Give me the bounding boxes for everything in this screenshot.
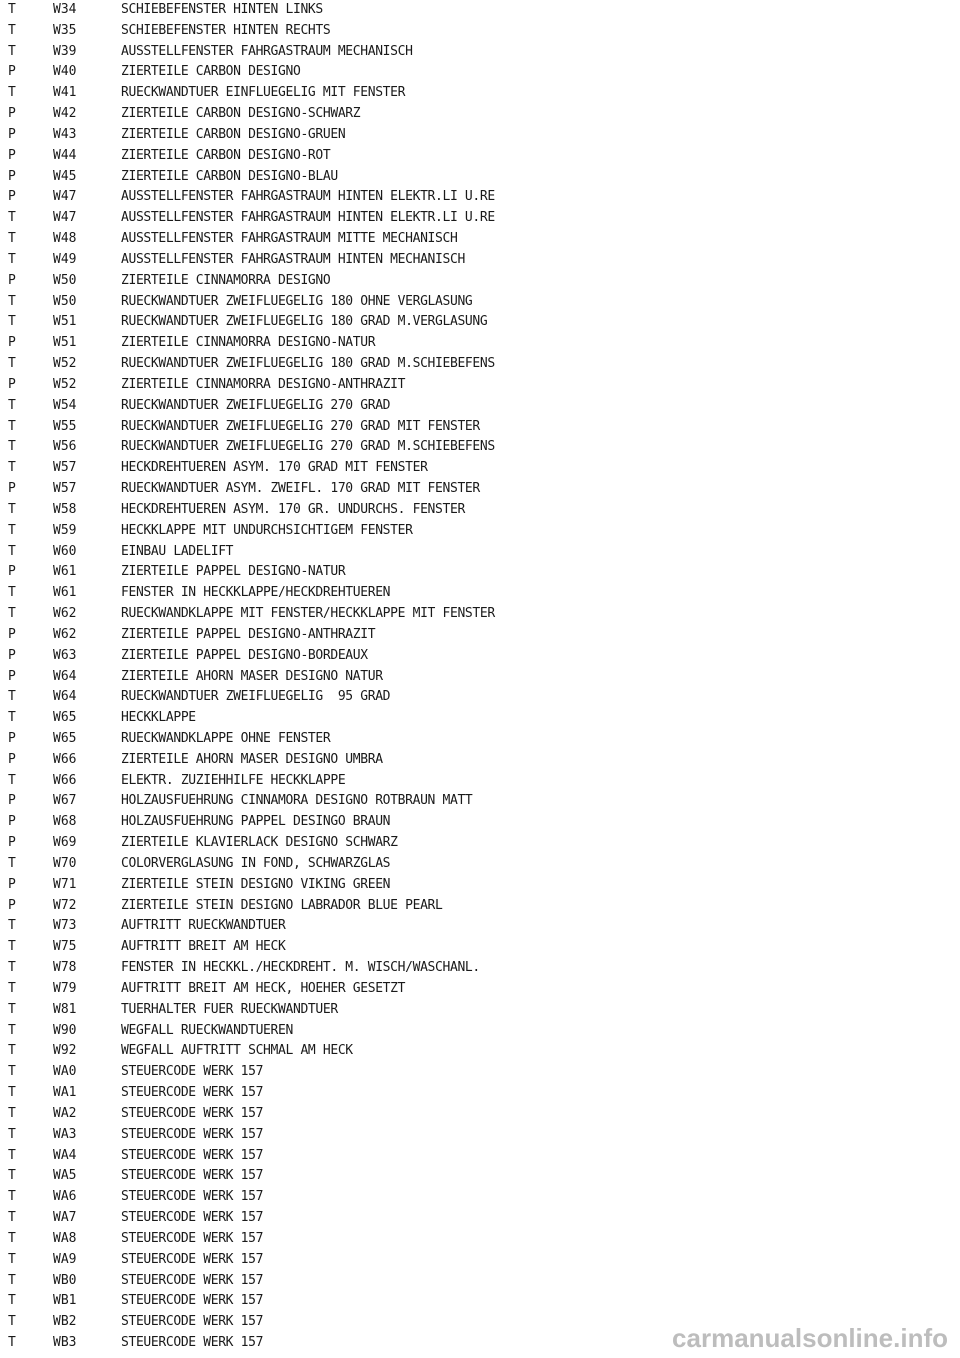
list-item bbox=[0, 833, 960, 854]
row-type: T bbox=[8, 606, 16, 622]
row-description: STEUERCODE WERK 157 bbox=[121, 1210, 264, 1226]
row-description: ZIERTEILE PAPPEL DESIGNO-NATUR bbox=[121, 564, 346, 580]
list-item bbox=[0, 646, 960, 667]
list-item bbox=[0, 896, 960, 917]
row-type: T bbox=[8, 1189, 16, 1205]
row-type: P bbox=[8, 668, 16, 684]
row-type: P bbox=[8, 147, 16, 163]
row-code: W41 bbox=[53, 85, 77, 101]
row-code: W62 bbox=[53, 626, 77, 642]
row-description: RUECKWANDTUER ZWEIFLUEGELIG 180 GRAD M.SCHIEBEFENS bbox=[121, 356, 495, 372]
list-item bbox=[0, 417, 960, 438]
row-code: W65 bbox=[53, 710, 77, 726]
row-type: P bbox=[8, 481, 16, 497]
row-code: W66 bbox=[53, 772, 77, 788]
row-code: W51 bbox=[53, 335, 77, 351]
row-code: W72 bbox=[53, 897, 77, 913]
list-item bbox=[0, 1083, 960, 1104]
list-item bbox=[0, 437, 960, 458]
row-code: W52 bbox=[53, 356, 77, 372]
row-description: RUECKWANDTUER ZWEIFLUEGELIG 270 GRAD bbox=[121, 397, 391, 413]
row-type: P bbox=[8, 647, 16, 663]
list-item bbox=[0, 1125, 960, 1146]
list-item bbox=[0, 21, 960, 42]
list-item bbox=[0, 916, 960, 937]
row-description: ZIERTEILE STEIN DESIGNO LABRADOR BLUE PEARL bbox=[121, 897, 443, 913]
list-item bbox=[0, 1291, 960, 1312]
row-description: STEUERCODE WERK 157 bbox=[121, 1064, 264, 1080]
row-code: W45 bbox=[53, 168, 77, 184]
row-description: STEUERCODE WERK 157 bbox=[121, 1335, 264, 1350]
row-code: WB2 bbox=[53, 1314, 77, 1330]
row-description: RUECKWANDTUER EINFLUEGELIG MIT FENSTER bbox=[121, 85, 406, 101]
row-code: W78 bbox=[53, 960, 77, 976]
row-code: W54 bbox=[53, 397, 77, 413]
row-description: AUSSTELLFENSTER FAHRGASTRAUM MECHANISCH bbox=[121, 43, 413, 59]
row-type: T bbox=[8, 710, 16, 726]
list-item bbox=[0, 1146, 960, 1167]
row-description: ZIERTEILE STEIN DESIGNO VIKING GREEN bbox=[121, 876, 391, 892]
row-description: FENSTER IN HECKKLAPPE/HECKDREHTUEREN bbox=[121, 585, 391, 601]
list-item bbox=[0, 500, 960, 521]
list-item bbox=[0, 791, 960, 812]
row-type: T bbox=[8, 1043, 16, 1059]
row-code: W40 bbox=[53, 64, 77, 80]
row-type: P bbox=[8, 793, 16, 809]
list-item bbox=[0, 1104, 960, 1125]
row-type: P bbox=[8, 814, 16, 830]
row-type: T bbox=[8, 1230, 16, 1246]
row-type: T bbox=[8, 689, 16, 705]
row-type: P bbox=[8, 897, 16, 913]
row-type: T bbox=[8, 1085, 16, 1101]
list-item bbox=[0, 958, 960, 979]
row-description: AUFTRITT BREIT AM HECK bbox=[121, 939, 286, 955]
row-type: T bbox=[8, 543, 16, 559]
list-item bbox=[0, 250, 960, 271]
row-code: W42 bbox=[53, 106, 77, 122]
list-item bbox=[0, 687, 960, 708]
row-code: WA4 bbox=[53, 1147, 77, 1163]
row-description: AUSSTELLFENSTER FAHRGASTRAUM HINTEN ELEKTR.LI U.RE bbox=[121, 210, 495, 226]
row-code: WA5 bbox=[53, 1168, 77, 1184]
row-code: WB3 bbox=[53, 1335, 77, 1350]
row-type: T bbox=[8, 231, 16, 247]
row-code: W81 bbox=[53, 1001, 77, 1017]
list-item bbox=[0, 0, 960, 21]
row-code: W63 bbox=[53, 647, 77, 663]
row-type: T bbox=[8, 585, 16, 601]
row-code: W60 bbox=[53, 543, 77, 559]
row-code: W61 bbox=[53, 585, 77, 601]
list-item bbox=[0, 208, 960, 229]
list-item bbox=[0, 979, 960, 1000]
row-description: STEUERCODE WERK 157 bbox=[121, 1105, 264, 1121]
row-type: T bbox=[8, 1105, 16, 1121]
list-item bbox=[0, 104, 960, 125]
row-code: WB0 bbox=[53, 1272, 77, 1288]
row-code: W75 bbox=[53, 939, 77, 955]
list-item bbox=[0, 1208, 960, 1229]
row-code: W92 bbox=[53, 1043, 77, 1059]
row-description: STEUERCODE WERK 157 bbox=[121, 1251, 264, 1267]
row-code: W50 bbox=[53, 272, 77, 288]
list-item bbox=[0, 1166, 960, 1187]
row-code: W57 bbox=[53, 481, 77, 497]
list-item bbox=[0, 1062, 960, 1083]
list-item bbox=[0, 729, 960, 750]
list-item bbox=[0, 604, 960, 625]
row-description: STEUERCODE WERK 157 bbox=[121, 1230, 264, 1246]
row-description: RUECKWANDTUER ZWEIFLUEGELIG 95 GRAD bbox=[121, 689, 391, 705]
row-description: ZIERTEILE PAPPEL DESIGNO-BORDEAUX bbox=[121, 647, 368, 663]
row-type: T bbox=[8, 1001, 16, 1017]
list-item bbox=[0, 167, 960, 188]
list-item bbox=[0, 1021, 960, 1042]
list-item bbox=[0, 625, 960, 646]
row-type: T bbox=[8, 918, 16, 934]
list-item bbox=[0, 458, 960, 479]
row-code: WA7 bbox=[53, 1210, 77, 1226]
row-description: STEUERCODE WERK 157 bbox=[121, 1147, 264, 1163]
row-type: T bbox=[8, 855, 16, 871]
row-description: STEUERCODE WERK 157 bbox=[121, 1085, 264, 1101]
row-description: STEUERCODE WERK 157 bbox=[121, 1293, 264, 1309]
row-description: WEGFALL RUECKWANDTUEREN bbox=[121, 1022, 293, 1038]
row-type: T bbox=[8, 1272, 16, 1288]
row-code: W48 bbox=[53, 231, 77, 247]
list-item bbox=[0, 125, 960, 146]
list-item bbox=[0, 1000, 960, 1021]
row-type: T bbox=[8, 22, 16, 38]
row-type: P bbox=[8, 626, 16, 642]
row-type: T bbox=[8, 314, 16, 330]
row-code: W65 bbox=[53, 730, 77, 746]
row-description: TUERHALTER FUER RUECKWANDTUER bbox=[121, 1001, 338, 1017]
row-code: W44 bbox=[53, 147, 77, 163]
row-type: P bbox=[8, 272, 16, 288]
row-description: AUFTRITT BREIT AM HECK, HOEHER GESETZT bbox=[121, 980, 406, 996]
row-code: W61 bbox=[53, 564, 77, 580]
row-description: HECKDREHTUEREN ASYM. 170 GR. UNDURCHS. FENSTER bbox=[121, 501, 465, 517]
row-type: P bbox=[8, 126, 16, 142]
list-item bbox=[0, 1250, 960, 1271]
row-description: WEGFALL AUFTRITT SCHMAL AM HECK bbox=[121, 1043, 353, 1059]
row-type: T bbox=[8, 2, 16, 17]
row-code: W43 bbox=[53, 126, 77, 142]
row-code: W47 bbox=[53, 189, 77, 205]
row-code: W47 bbox=[53, 210, 77, 226]
row-description: ZIERTEILE CARBON DESIGNO-BLAU bbox=[121, 168, 338, 184]
row-type: P bbox=[8, 64, 16, 80]
row-description: RUECKWANDKLAPPE MIT FENSTER/HECKKLAPPE MIT FENSTER bbox=[121, 606, 495, 622]
row-description: HECKKLAPPE MIT UNDURCHSICHTIGEM FENSTER bbox=[121, 522, 413, 538]
row-description: AUSSTELLFENSTER FAHRGASTRAUM HINTEN MECHANISCH bbox=[121, 251, 465, 267]
row-description: RUECKWANDTUER ZWEIFLUEGELIG 180 OHNE VERGLASUNG bbox=[121, 293, 473, 309]
row-type: P bbox=[8, 835, 16, 851]
list-item bbox=[0, 542, 960, 563]
row-description: RUECKWANDTUER ZWEIFLUEGELIG 270 GRAD M.SCHIEBEFENS bbox=[121, 439, 495, 455]
row-description: AUSSTELLFENSTER FAHRGASTRAUM HINTEN ELEKTR.LI U.RE bbox=[121, 189, 495, 205]
row-type: T bbox=[8, 460, 16, 476]
row-code: W50 bbox=[53, 293, 77, 309]
row-description: RUECKWANDTUER ZWEIFLUEGELIG 270 GRAD MIT FENSTER bbox=[121, 418, 480, 434]
list-item bbox=[0, 708, 960, 729]
list-item bbox=[0, 375, 960, 396]
list-item bbox=[0, 667, 960, 688]
row-code: WA3 bbox=[53, 1126, 77, 1142]
row-code: W64 bbox=[53, 668, 77, 684]
row-type: P bbox=[8, 106, 16, 122]
list-item bbox=[0, 312, 960, 333]
list-item bbox=[0, 937, 960, 958]
list-item bbox=[0, 396, 960, 417]
row-code: W64 bbox=[53, 689, 77, 705]
list-item bbox=[0, 521, 960, 542]
row-code: WA9 bbox=[53, 1251, 77, 1267]
row-description: AUFTRITT RUECKWANDTUER bbox=[121, 918, 286, 934]
row-description: ELEKTR. ZUZIEHHILFE HECKKLAPPE bbox=[121, 772, 346, 788]
row-type: T bbox=[8, 1293, 16, 1309]
list-item bbox=[0, 292, 960, 313]
row-code: W55 bbox=[53, 418, 77, 434]
list-item bbox=[0, 187, 960, 208]
row-type: T bbox=[8, 960, 16, 976]
list-item bbox=[0, 229, 960, 250]
row-description: ZIERTEILE AHORN MASER DESIGNO UMBRA bbox=[121, 751, 383, 767]
row-code: W39 bbox=[53, 43, 77, 59]
list-item bbox=[0, 812, 960, 833]
row-code: W57 bbox=[53, 460, 77, 476]
row-description: RUECKWANDTUER ZWEIFLUEGELIG 180 GRAD M.VERGLASUNG bbox=[121, 314, 488, 330]
row-code: W79 bbox=[53, 980, 77, 996]
row-code: W67 bbox=[53, 793, 77, 809]
list-item bbox=[0, 1271, 960, 1292]
row-type: T bbox=[8, 293, 16, 309]
list-item bbox=[0, 854, 960, 875]
row-code: W56 bbox=[53, 439, 77, 455]
row-type: T bbox=[8, 939, 16, 955]
list-item bbox=[0, 146, 960, 167]
row-type: T bbox=[8, 1210, 16, 1226]
row-code: WB1 bbox=[53, 1293, 77, 1309]
row-code: W90 bbox=[53, 1022, 77, 1038]
row-type: T bbox=[8, 980, 16, 996]
list-item bbox=[0, 83, 960, 104]
list-item bbox=[0, 1041, 960, 1062]
row-type: T bbox=[8, 772, 16, 788]
row-description: ZIERTEILE PAPPEL DESIGNO-ANTHRAZIT bbox=[121, 626, 376, 642]
list-item bbox=[0, 479, 960, 500]
row-type: T bbox=[8, 1251, 16, 1267]
row-description: ZIERTEILE CARBON DESIGNO bbox=[121, 64, 301, 80]
row-description: STEUERCODE WERK 157 bbox=[121, 1126, 264, 1142]
list-item bbox=[0, 354, 960, 375]
row-description: ZIERTEILE CINNAMORRA DESIGNO-ANTHRAZIT bbox=[121, 376, 406, 392]
row-code: W73 bbox=[53, 918, 77, 934]
row-type: P bbox=[8, 376, 16, 392]
row-description: ZIERTEILE CARBON DESIGNO-ROT bbox=[121, 147, 331, 163]
row-type: T bbox=[8, 210, 16, 226]
row-description: HOLZAUSFUEHRUNG CINNAMORA DESIGNO ROTBRAUN MATT bbox=[121, 793, 473, 809]
list-item bbox=[0, 333, 960, 354]
row-type: P bbox=[8, 876, 16, 892]
row-code: W58 bbox=[53, 501, 77, 517]
list-item bbox=[0, 875, 960, 896]
row-type: P bbox=[8, 189, 16, 205]
row-description: HECKKLAPPE bbox=[121, 710, 196, 726]
row-code: W62 bbox=[53, 606, 77, 622]
row-type: T bbox=[8, 85, 16, 101]
list-item bbox=[0, 1187, 960, 1208]
row-description: STEUERCODE WERK 157 bbox=[121, 1189, 264, 1205]
row-code: W70 bbox=[53, 855, 77, 871]
row-type: T bbox=[8, 43, 16, 59]
row-type: T bbox=[8, 418, 16, 434]
row-type: T bbox=[8, 251, 16, 267]
row-description: STEUERCODE WERK 157 bbox=[121, 1314, 264, 1330]
row-code: W34 bbox=[53, 2, 77, 17]
row-type: T bbox=[8, 1064, 16, 1080]
row-type: P bbox=[8, 751, 16, 767]
row-type: T bbox=[8, 1335, 16, 1350]
row-code: W69 bbox=[53, 835, 77, 851]
row-code: W68 bbox=[53, 814, 77, 830]
list-item bbox=[0, 62, 960, 83]
row-description: COLORVERGLASUNG IN FOND, SCHWARZGLAS bbox=[121, 855, 391, 871]
row-description: RUECKWANDTUER ASYM. ZWEIFL. 170 GRAD MIT FENSTER bbox=[121, 481, 480, 497]
row-type: T bbox=[8, 397, 16, 413]
row-type: P bbox=[8, 335, 16, 351]
row-type: T bbox=[8, 1314, 16, 1330]
row-description: ZIERTEILE CINNAMORRA DESIGNO bbox=[121, 272, 331, 288]
row-description: ZIERTEILE CINNAMORRA DESIGNO-NATUR bbox=[121, 335, 376, 351]
list-item bbox=[0, 562, 960, 583]
row-description: ZIERTEILE CARBON DESIGNO-GRUEN bbox=[121, 126, 346, 142]
row-code: W51 bbox=[53, 314, 77, 330]
row-type: T bbox=[8, 1126, 16, 1142]
row-code: WA6 bbox=[53, 1189, 77, 1205]
row-code: W71 bbox=[53, 876, 77, 892]
row-code: W52 bbox=[53, 376, 77, 392]
row-description: ZIERTEILE KLAVIERLACK DESIGNO SCHWARZ bbox=[121, 835, 398, 851]
row-type: T bbox=[8, 1022, 16, 1038]
row-type: T bbox=[8, 1168, 16, 1184]
list-item bbox=[0, 1229, 960, 1250]
list-item bbox=[0, 42, 960, 63]
row-code: WA0 bbox=[53, 1064, 77, 1080]
list-item bbox=[0, 271, 960, 292]
row-description: AUSSTELLFENSTER FAHRGASTRAUM MITTE MECHANISCH bbox=[121, 231, 458, 247]
row-description: RUECKWANDKLAPPE OHNE FENSTER bbox=[121, 730, 331, 746]
row-type: T bbox=[8, 439, 16, 455]
row-type: T bbox=[8, 501, 16, 517]
row-code: W59 bbox=[53, 522, 77, 538]
row-description: SCHIEBEFENSTER HINTEN RECHTS bbox=[121, 22, 331, 38]
row-description: SCHIEBEFENSTER HINTEN LINKS bbox=[121, 2, 323, 17]
list-item bbox=[0, 583, 960, 604]
row-description: HECKDREHTUEREN ASYM. 170 GRAD MIT FENSTER bbox=[121, 460, 428, 476]
row-code: WA2 bbox=[53, 1105, 77, 1121]
list-item bbox=[0, 750, 960, 771]
row-description: EINBAU LADELIFT bbox=[121, 543, 234, 559]
row-description: STEUERCODE WERK 157 bbox=[121, 1168, 264, 1184]
row-description: STEUERCODE WERK 157 bbox=[121, 1272, 264, 1288]
row-type: T bbox=[8, 1147, 16, 1163]
row-type: P bbox=[8, 168, 16, 184]
list-item bbox=[0, 771, 960, 792]
row-description: ZIERTEILE AHORN MASER DESIGNO NATUR bbox=[121, 668, 383, 684]
row-description: HOLZAUSFUEHRUNG PAPPEL DESINGO BRAUN bbox=[121, 814, 391, 830]
row-code: WA1 bbox=[53, 1085, 77, 1101]
row-code: W35 bbox=[53, 22, 77, 38]
row-code: W49 bbox=[53, 251, 77, 267]
row-description: ZIERTEILE CARBON DESIGNO-SCHWARZ bbox=[121, 106, 361, 122]
row-code: WA8 bbox=[53, 1230, 77, 1246]
row-type: T bbox=[8, 522, 16, 538]
row-type: P bbox=[8, 730, 16, 746]
row-code: W66 bbox=[53, 751, 77, 767]
row-description: FENSTER IN HECKKL./HECKDREHT. M. WISCH/WASCHANL. bbox=[121, 960, 480, 976]
row-type: T bbox=[8, 356, 16, 372]
row-type: P bbox=[8, 564, 16, 580]
watermark: carmanualsonline.info bbox=[672, 1323, 948, 1353]
